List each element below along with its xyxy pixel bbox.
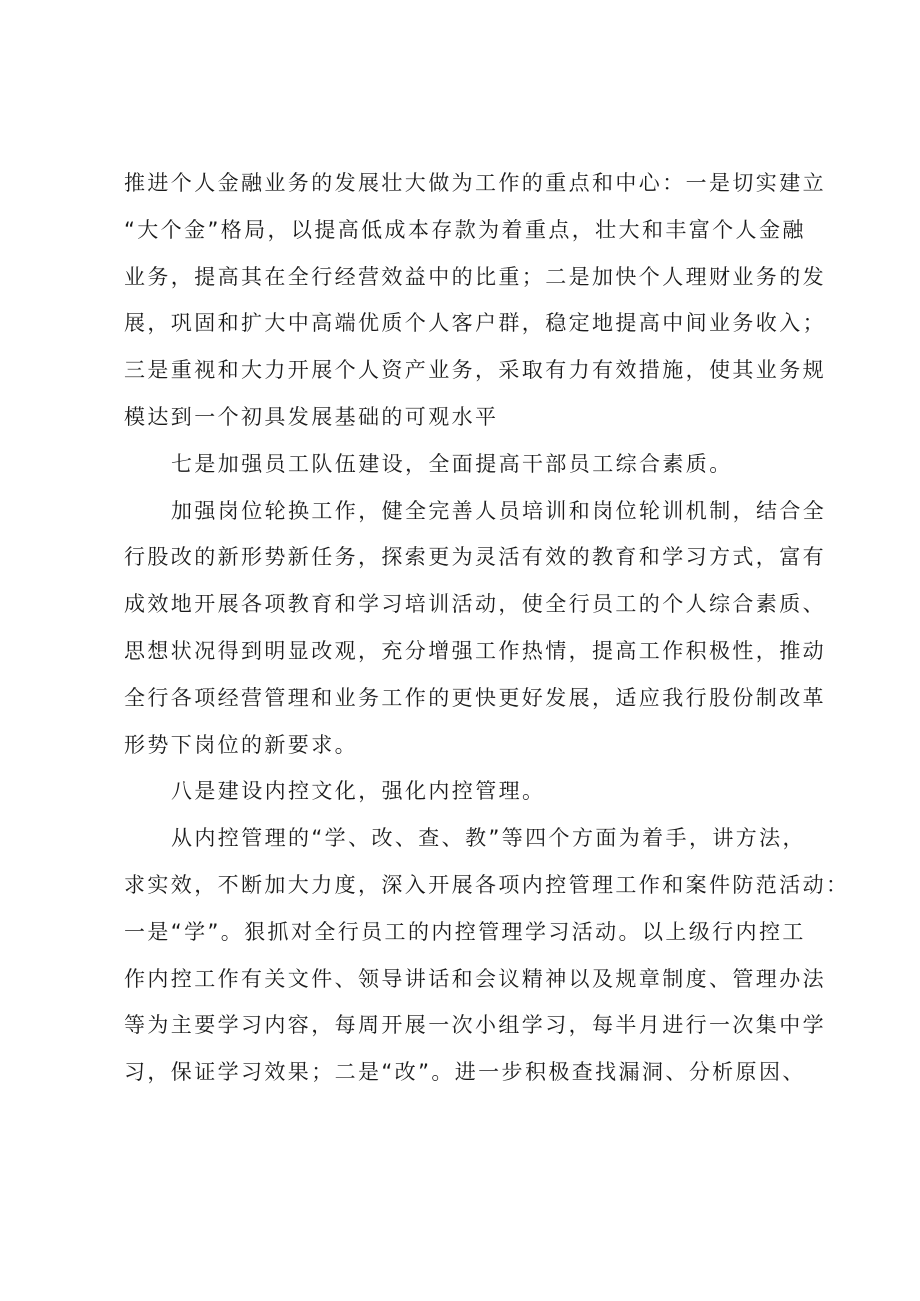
text-line: 等为主要学习内容，每周开展一次小组学习，每半月进行一次集中学	[124, 1013, 826, 1038]
text-line: 加强岗位轮换工作，健全完善人员培训和岗位轮训机制，结合全	[171, 498, 827, 523]
text-line: 习，保证学习效果；二是“改”。进一步积极查找漏洞、分析原因、	[124, 1060, 806, 1085]
text-line: 模达到一个初具发展基础的可观水平	[124, 404, 499, 429]
text-line: 从内控管理的“学、改、查、教”等四个方面为着手，讲方法，	[171, 826, 806, 851]
text-line: 推进个人金融业务的发展壮大做为工作的重点和中心：一是切实建立	[124, 171, 826, 195]
section-heading-7: 七是加强员工队伍建设，全面提高干部员工综合素质。	[171, 451, 733, 476]
text-line: 行股改的新形势新任务，探索更为灵活有效的教育和学习方式，富有	[124, 545, 826, 570]
text-line: 求实效，不断加大力度，深入开展各项内控管理工作和案件防范活动：	[124, 872, 850, 897]
text-line: 全行各项经营管理和业务工作的更快更好发展，适应我行股份制改革	[124, 685, 826, 710]
text-line: 成效地开展各项教育和学习培训活动，使全行员工的个人综合素质、	[124, 592, 826, 617]
text-line: 作内控工作有关文件、领导讲话和会议精神以及规章制度、管理办法	[124, 966, 826, 991]
text-line: 业务，提高其在全行经营效益中的比重；二是加快个人理财业务的发	[124, 264, 826, 289]
text-line: 三是重视和大力开展个人资产业务，采取有力有效措施，使其业务规	[124, 358, 826, 383]
section-heading-8: 八是建设内控文化，强化内控管理。	[171, 779, 546, 804]
body-text	[124, 160, 850, 1096]
text-line: 形势下岗位的新要求。	[124, 732, 358, 757]
text-line: 展，巩固和扩大中高端优质个人客户群，稳定地提高中间业务收入；	[124, 311, 826, 336]
text-line: 一是“学”。狠抓对全行员工的内控管理学习活动。以上级行内控工	[124, 919, 806, 944]
text-line: “大个金”格局，以提高低成本存款为着重点，壮大和丰富个人金融	[124, 217, 806, 242]
text-line: 思想状况得到明显改观，充分增强工作热情，提高工作积极性，推动	[124, 638, 826, 663]
